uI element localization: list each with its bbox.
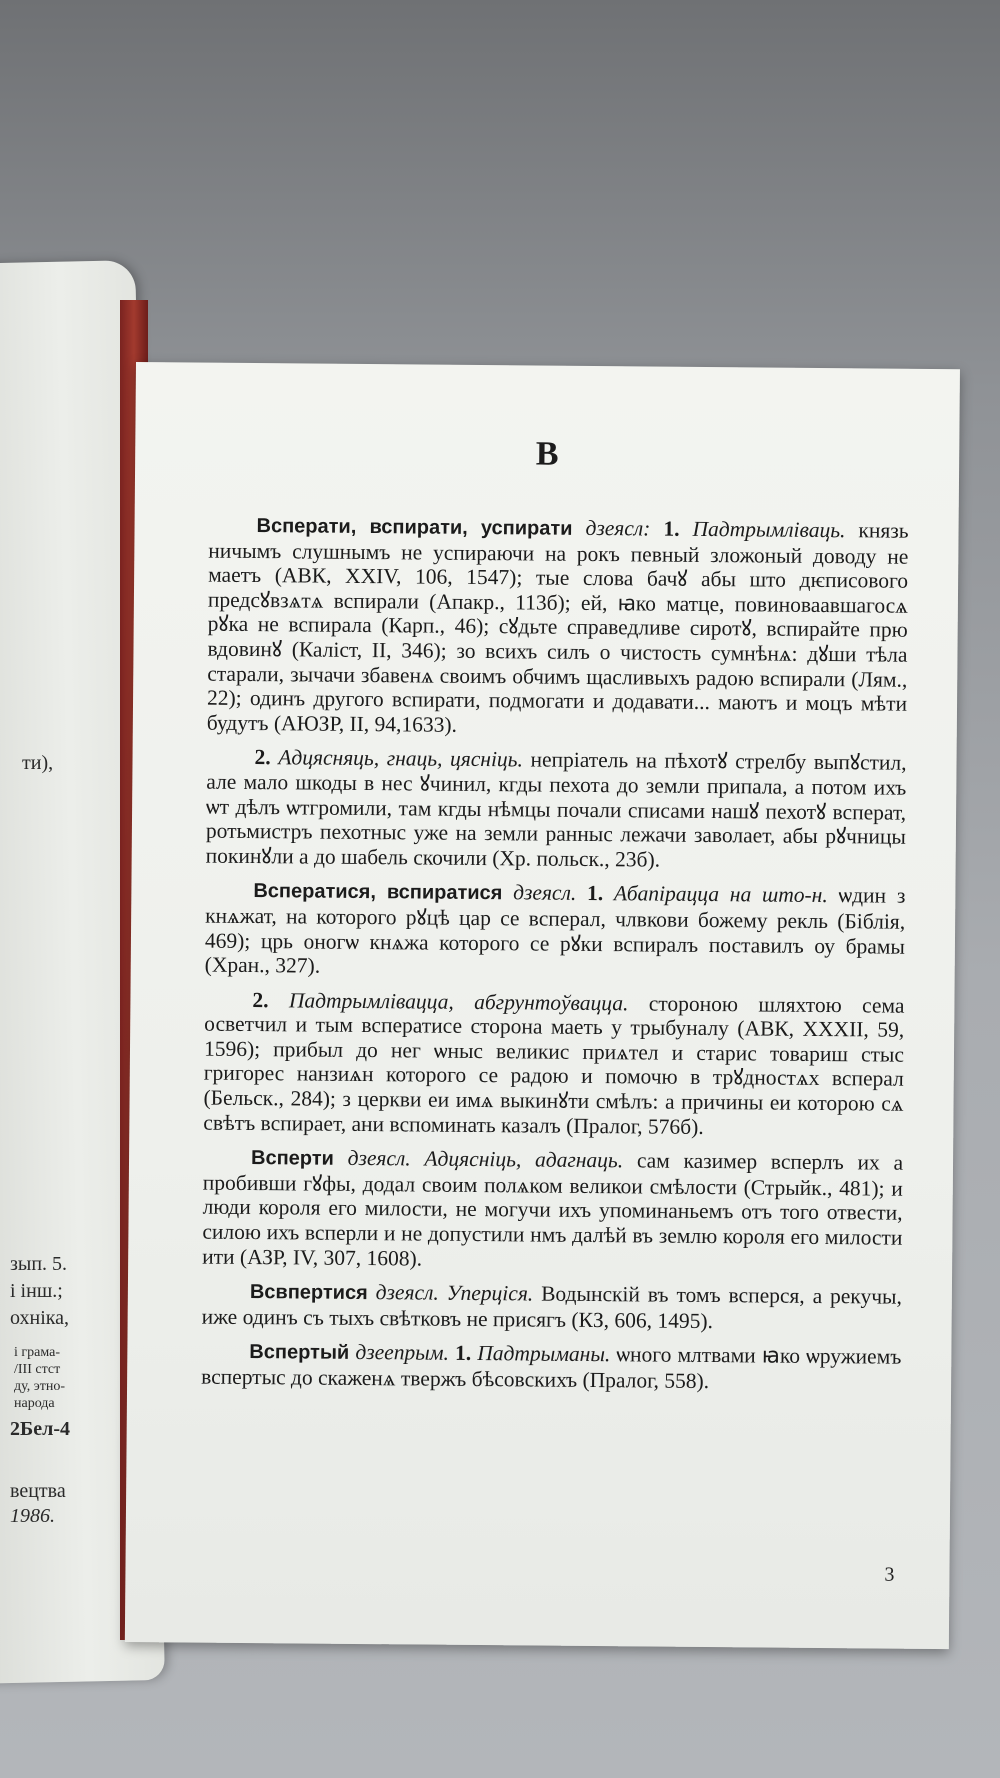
headword: Всперати, вспирати, успирати [256,515,573,540]
section-letter: В [535,435,559,473]
citation-text: стороною шляхтою сема осветчил и тым всператисе сторона маеть у трыбуналу (АВК, XXXII, 59, 1596); прибыл до нег ѡныс великис приѧтел и старис товариш стыс григорес нанзиѧн которого се радою и помочю в трꙋдностѧх всперал (Бельск., 284); з церкви еи имѧ выкинꙋти смѣлъ: а причины еи которою сѧ свѣтъ вспирает, ани вспоминать казалъ (Пралог, 576б). [203,991,905,1139]
left-page-fragment: /III стст [14,1362,61,1377]
gloss: Абапірацца на што-н. [613,881,828,908]
gloss: Адцясніць, адагнаць. [424,1146,624,1173]
sense-number: 2. [252,987,269,1012]
right-page [125,362,960,1649]
citation-text: князь ничымъ слушнымъ не успираючи на рокъ певный зложоный доводу не маетъ (АВК, XXIV, 106, 1547); тые слова бачꙋ абы што дѥписового предсꙋвзѧтѧ вспирали (Апакр., 113б); ей, ꙗко матце, повиноваавшагосѧ рꙋка не вспирала (Карп., 46); сꙋдьте справедливе сиротꙋ, вспирайте прю вдовинꙋ (Каліст, II, 346); зо всихъ силъ о чистость сумнѣнѧ: дꙋши тѣла старали, зычачи збавенѧ своимъ обчимъ щасливыхъ радою вспирали (Лям., 22); одинъ другого вспирати, подмогати и додавати... маютъ и моцъ мѣти будутъ (АЮЗР, II, 94,1633). [206,518,909,737]
left-page-fragment: народа [14,1396,55,1411]
part-of-speech: дзеепрым. [355,1340,450,1366]
dictionary-entry [206,745,907,874]
gloss: Падтрыманы. [477,1341,611,1367]
left-page-fragment: 2Бел-4 [10,1418,70,1440]
headword: Всперти [250,1147,334,1171]
dictionary-entry [202,1145,903,1275]
dictionary-entry [201,1339,901,1395]
left-page-fragment: зып. 5. [10,1253,68,1275]
headword: Вспертый [249,1341,350,1365]
left-page-fragment: і грама- [14,1345,60,1360]
gloss: Падтрымліваць. [692,516,846,543]
sense-number: 1. [663,516,680,541]
part-of-speech: дзеясл. [347,1146,411,1171]
sense-number: 1. [454,1341,472,1366]
left-page-fragment: і інш.; [10,1280,63,1302]
citation-text: ѡного млтвами ꙗко ѡружиемъ вспертыс до скаженѧ твержъ бѣсовскихъ (Пралог, 558). [201,1342,902,1394]
citation-text: ѡдин з кнѧжат, на которого рꙋцѣ цар се всперал, члвкови божему рекль (Біблія, 469); црь оногѡ кнѧжа которого се рꙋки вспиралъ поставилъ оу брамы (Хран., 327). [204,883,906,978]
part-of-speech: дзеясл. [375,1280,439,1305]
page-number: 3 [884,1563,895,1586]
dictionary-entry [205,878,906,983]
dictionary-entries [201,513,909,1406]
gloss: Адцясняць, гнаць, цясніць. [278,745,523,772]
headword: Всператися, вспиратися [253,880,503,905]
part-of-speech: дзеясл. [513,880,577,906]
left-page-fragment: ти), [22,752,54,774]
left-page-fragment: вецтва [10,1480,66,1502]
left-page-fragment: охніка, [10,1307,70,1329]
part-of-speech: дзеясл: [585,515,651,541]
dictionary-entry [207,513,909,741]
dictionary-entry [203,987,904,1141]
sense-number: 1. [586,881,604,906]
citation-text: Водынскій въ томъ всперся, а рекучы, иже одинъ съ тыхъ свѣтковъ не присягъ (КЗ, 606, 1495). [201,1281,903,1333]
left-page-fragment: ду, этно- [14,1379,66,1394]
citation-text: непріатель на пѣхотꙋ стрелбу выпꙋстил, але мало шкоды в нес ꙋчинил, кгды пехота до земли припала, а потом ихъ ѡт дѣлъ ѡтгромили, там кгды нѣмцы почали списами нашꙋ пехотꙋ всперат, ротьмистръ пехотныс уже на земли ранныс лежачи заволает, абы рꙋчницы покинꙋли а до шабель скочили (Хр. польск., 23б). [205,747,907,872]
dictionary-entry [202,1279,902,1335]
citation-text: сам казимер всперлъ их а пробивши гꙋфы, додал своим полѧком великои смѣлости (Стрыйк., 481); и люди короля его милости, не могучи ихъ упоминаньемъ отъ того отвести, силою ихъ всперли и не допустили нмъ далѣй въ землю короля его милости ити (АЗР, IV, 307, 1608). [202,1148,904,1271]
left-page-fragment: 1986. [10,1505,55,1527]
headword: Всвпертися [249,1281,368,1305]
gloss: Падтрымлівацца, абгрунтоўвацца. [288,988,629,1016]
gloss: Уперціся. [446,1280,534,1306]
sense-number: 2. [254,745,271,770]
